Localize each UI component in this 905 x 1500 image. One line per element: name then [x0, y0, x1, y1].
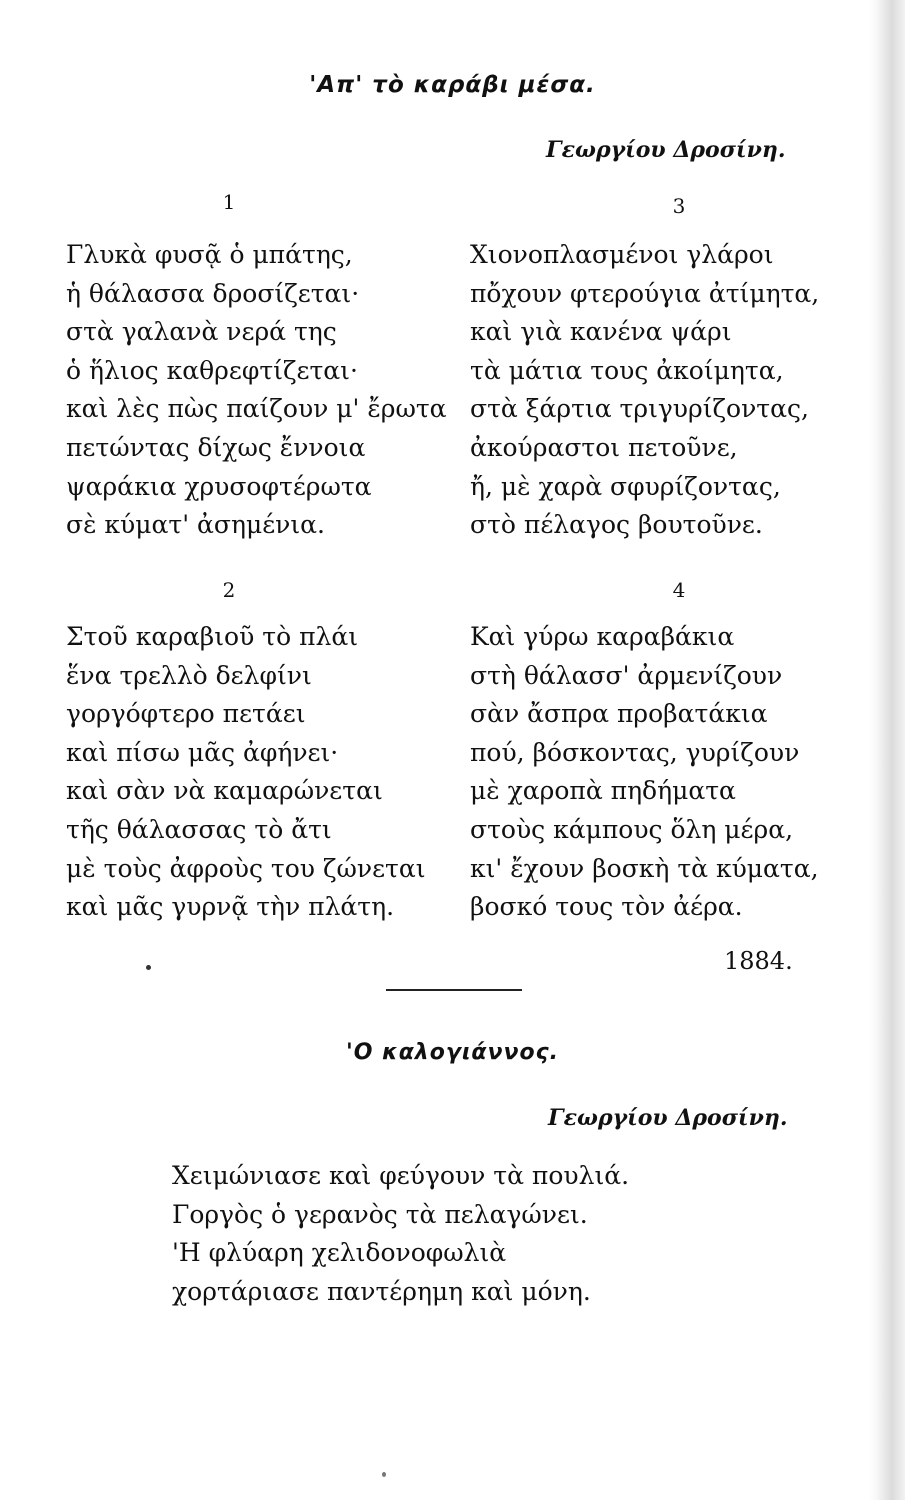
stanza-number-2: 2 [222, 578, 236, 602]
verse-line: ἕνα τρελλὸ δελφίνι [66, 660, 312, 690]
verse-line: Στοῦ καραβιοῦ τὸ πλάι [66, 622, 359, 651]
poem-1-title: 'Απ' τὸ καράβι μέσα. [309, 72, 596, 98]
poem-1-author: Γεωργίου Δροσίνη. [546, 137, 786, 163]
verse-line: στὴ θάλασσ' ἀρμενίζουν [470, 660, 783, 690]
verse-line: πού, βόσκοντας, γυρίζουν [470, 737, 800, 767]
page-edge-shadow [877, 0, 905, 1500]
verse-line: καὶ λὲς πὼς παίζουν μ' ἔρωτα [66, 394, 447, 424]
poem-2-title: 'Ο καλογιάννος. [345, 1040, 560, 1065]
verse-line: ψαράκια χρυσοφτέρωτα [66, 471, 372, 501]
verse-line: μὲ χαροπὰ πηδήματα [470, 776, 736, 806]
stanza-2 [66, 618, 426, 927]
verse-line: καὶ μᾶς γυρνᾷ τὴν πλάτη. [66, 892, 395, 922]
stanza-3 [470, 236, 819, 545]
verse-line: Καὶ γύρω καραβάκια [470, 622, 735, 651]
stanza-1 [66, 236, 447, 545]
stanza-4 [470, 618, 819, 927]
verse-line: στοὺς κάμπους ὅλη μέρα, [470, 814, 794, 844]
verse-line: τῆς θάλασσας τὸ ἄτι [66, 814, 332, 844]
verse-line: τὰ μάτια τους ἀκοίμητα, [470, 355, 784, 385]
verse-line: βοσκό τους τὸν ἀέρα. [470, 892, 743, 922]
verse-line: γοργόφτερο πετάει [66, 699, 306, 729]
stanza-number-4: 4 [672, 578, 686, 602]
verse-line: Χειμώνιασε καὶ φεύγουν τὰ πουλιά. [172, 1161, 630, 1190]
verse-line: ἡ θάλασσα δροσίζεται· [66, 278, 360, 308]
verse-line: χορτάριασε παντέρημη καὶ μόνη. [172, 1276, 591, 1306]
verse-line: σὲ κύματ' ἀσημένια. [66, 510, 325, 540]
stanza-number-1: 1 [222, 190, 236, 214]
verse-line: 'Η φλύαρη χελιδονοφωλιὰ [172, 1238, 507, 1268]
verse-line: στὰ ξάρτια τριγυρίζοντας, [470, 394, 809, 424]
ink-speck [146, 965, 151, 970]
verse-line: Γλυκὰ φυσᾷ ὁ μπάτης, [66, 240, 353, 269]
verse-line: πὄχουν φτερούγια ἀτίμητα, [470, 278, 820, 308]
verse-line: ἤ, μὲ χαρὰ σφυρίζοντας, [470, 471, 781, 501]
poem-1-date: 1884. [724, 947, 793, 975]
verse-line: μὲ τοὺς ἀφροὺς του ζώνεται [66, 853, 426, 883]
verse-line: κι' ἔχουν βοσκὴ τὰ κύματα, [470, 853, 819, 883]
verse-line: καὶ πίσω μᾶς ἀφήνει· [66, 737, 339, 767]
verse-line: ὁ ἥλιος καθρεφτίζεται· [66, 355, 358, 385]
verse-line: καὶ γιὰ κανένα ψάρι [470, 317, 732, 347]
poem-2-verses [172, 1157, 629, 1311]
verse-line: καὶ σὰν νὰ καμαρώνεται [66, 776, 383, 806]
poem-2-author: Γεωργίου Δροσίνη. [548, 1105, 788, 1131]
verse-line: στὸ πέλαγος βουτοῦνε. [470, 510, 763, 540]
verse-line: πετώντας δίχως ἔννοια [66, 432, 366, 462]
verse-line: σὰν ἄσπρα προβατάκια [470, 699, 768, 729]
stanza-number-3: 3 [672, 194, 686, 218]
verse-line: ἀκούραστοι πετοῦνε, [470, 432, 738, 462]
verse-line: Γοργὸς ὁ γερανὸς τὰ πελαγώνει. [172, 1199, 588, 1229]
ink-speck [382, 1472, 386, 1477]
verse-line: Χιονοπλασμένοι γλάροι [470, 240, 774, 269]
section-divider [386, 989, 522, 991]
verse-line: στὰ γαλανὰ νερά της [66, 317, 337, 347]
